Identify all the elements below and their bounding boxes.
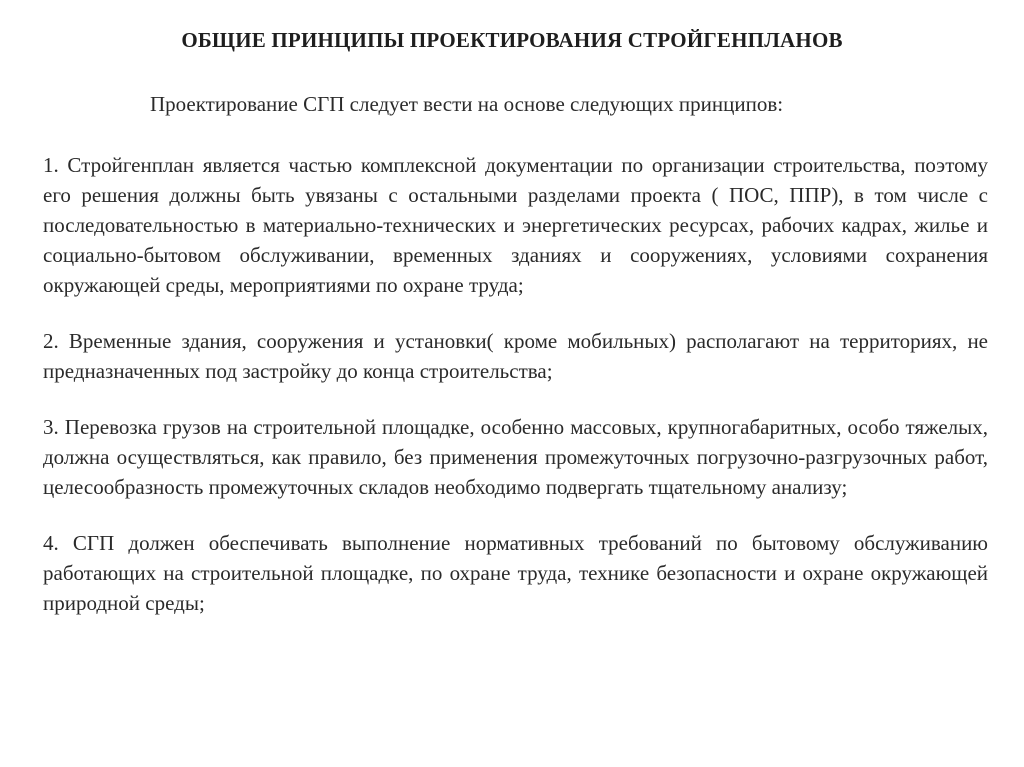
principle-2: 2. Временные здания, сооружения и установки( кроме мобильных) располагают на территориях, не предназначенных под застройку до конца строительства; (43, 329, 988, 383)
page-title: ОБЩИЕ ПРИНЦИПЫ ПРОЕКТИРОВАНИЯ СТРОЙГЕНПЛАНОВ (181, 28, 843, 52)
principle-3: 3. Перевозка грузов на строительной площадке, особенно массовых, крупногабаритных, особо тяжелых, должна осуществляться, как правило, без применения промежуточных погрузочно-разгрузочных работ, целесообразность промежуточных складов необходимо подвергать тщательному анализу; (43, 415, 988, 499)
intro-text: Проектирование СГП следует вести на основе следующих принципов: (150, 92, 784, 116)
principle-4: 4. СГП должен обеспечивать выполнение нормативных требований по бытовому обслуживанию работающих на строительной площадке, по охране труда, технике безопасности и охране окружающей природной среды; (43, 531, 988, 615)
principles-list (43, 150, 988, 644)
principle-1: 1. Стройгенплан является частью комплексной документации по организации строительства, поэтому его решения должны быть увязаны с остальными разделами проекта ( ПОС, ППР), в том числе с последовательностью в материально-технических и энергетических ресурсах, рабочих кадрах, жилье и социально-бытовом обслуживании, временных зданиях и сооружениях, условиями сохранения окружающей среды, мероприятиями по охране труда; (43, 153, 988, 297)
